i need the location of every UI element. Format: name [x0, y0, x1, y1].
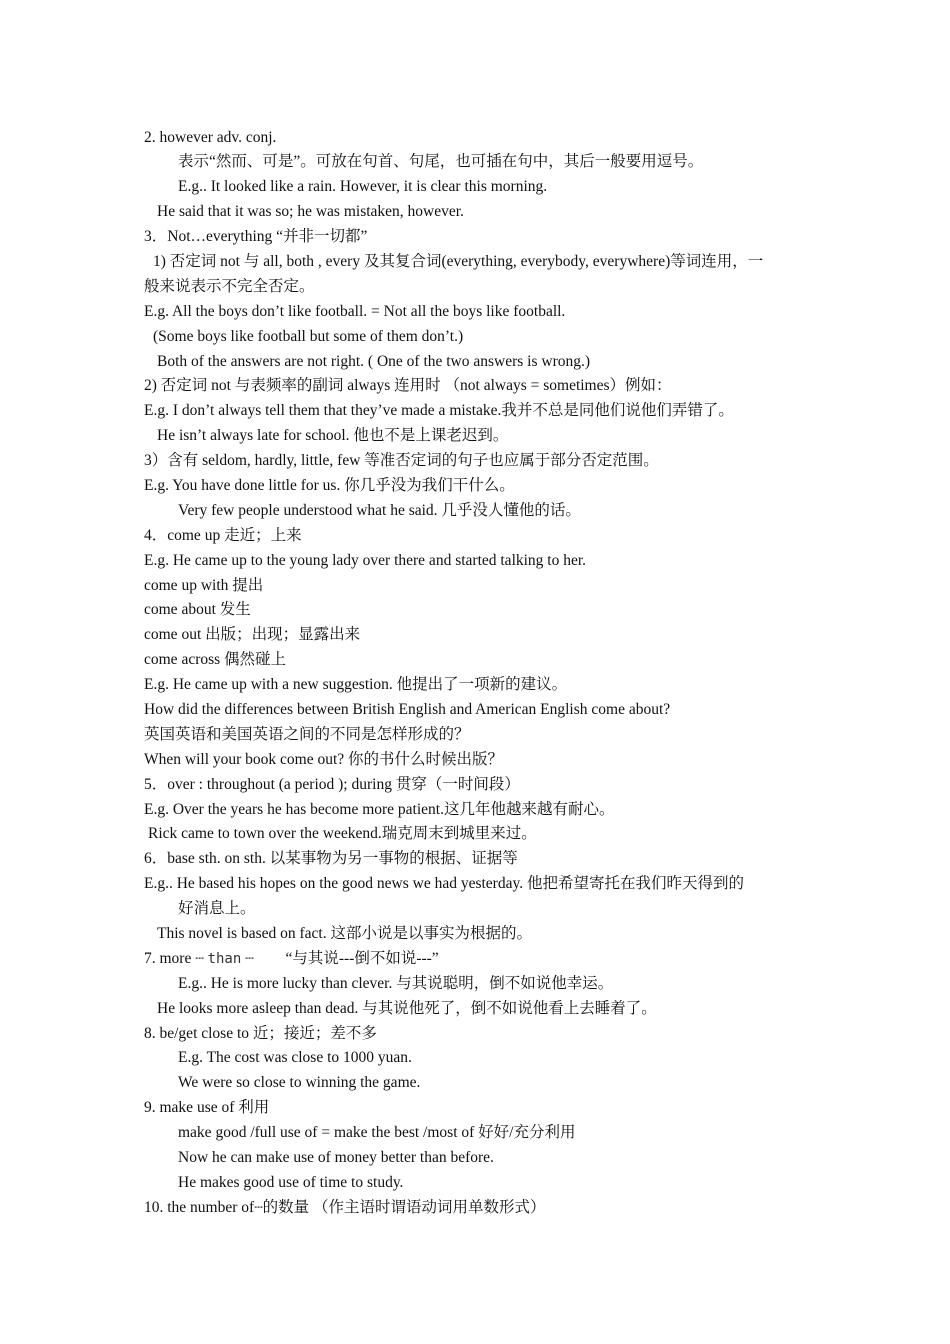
example-line: E.g. He came up to the young lady over there and started talking to her. [144, 552, 587, 569]
example-line: This novel is based on fact. 这部小说是以事实为根据的。 [157, 925, 532, 942]
example-line: Rick came to town over the weekend.瑞克周末到城里来过。 [148, 825, 537, 842]
heading-close-to: 8. be/get close to 近；接近；差不多 [144, 1025, 377, 1042]
example-line: He makes good use of time to study. [178, 1174, 404, 1191]
heading-meaning: 的数量 （作主语时谓语动词用单数形式） [262, 1199, 546, 1216]
text-line: 般来说表示不完全否定。 [144, 278, 315, 295]
example-line: E.g. He came up with a new suggestion. 他提出了一项新的建议。 [144, 676, 568, 693]
text-line: 表示“然而、可是”。可放在句首、句尾，也可插在句中，其后一般要用逗号。 [178, 153, 704, 170]
phrase-line: come about 发生 [144, 601, 251, 618]
heading-text: 7. more [144, 950, 192, 967]
example-line: He said that it was so; he was mistaken, however. [157, 203, 464, 220]
example-line: E.g.. He based his hopes on the good news we had yesterday. 他把希望寄托在我们昨天得到的 [144, 875, 744, 892]
text-line: 2) 否定词 not 与表频率的副词 always 连用时 （not always = sometimes）例如： [144, 377, 672, 394]
example-line: He isn’t always late for school. 他也不是上课老迟到。 [157, 427, 509, 444]
example-line: (Some boys like football but some of them don’t.) [153, 328, 464, 345]
example-line: Very few people understood what he said. 几乎没人懂他的话。 [178, 502, 581, 519]
text-line: 3）含有 seldom, hardly, little, few 等准否定词的句子也应属于部分否定范围。 [144, 452, 659, 469]
heading-not-everything: 3．Not…everything “并非一切都” [144, 228, 368, 245]
example-line: He looks more asleep than dead. 与其说他死了，倒不如说他看上去睡着了。 [157, 1000, 657, 1017]
heading-over: 5．over : throughout (a period ); during 贯穿（一时间段） [144, 776, 520, 793]
phrase-line: come out 出版；出现；显露出来 [144, 626, 361, 643]
heading-number-of [144, 1198, 546, 1218]
heading-more-than [144, 949, 439, 969]
heading-make-use-of: 9. make use of 利用 [144, 1099, 270, 1116]
example-line: E.g. You have done little for us. 你几乎没为我们干什么。 [144, 477, 515, 494]
heading-meaning: “与其说---倒不如说---” [285, 950, 439, 967]
example-line: E.g.. He is more lucky than clever. 与其说聪明，倒不如说他幸运。 [178, 975, 614, 992]
text-line: 1) 否定词 not 与 all, both , every 及其复合词(everything, everybody, everywhere)等词连用，一 [153, 253, 764, 270]
heading-base-on: 6．base sth. on sth. 以某事物为另一事物的根据、证据等 [144, 850, 518, 867]
example-line: 英国英语和美国英语之间的不同是怎样形成的？ [144, 726, 470, 743]
heading-however: 2. however adv. conj. [144, 129, 277, 146]
phrase-line: come up with 提出 [144, 577, 264, 594]
example-line: E.g. Over the years he has become more patient.这几年他越来越有耐心。 [144, 801, 615, 818]
example-line: E.g. The cost was close to 1000 yuan. [178, 1049, 412, 1066]
example-line: How did the differences between British English and American English come about? [144, 701, 671, 718]
example-line: E.g.. It looked like a rain. However, it is clear this morning. [178, 178, 548, 195]
example-line: 好消息上。 [178, 900, 256, 917]
example-line: When will your book come out? 你的书什么时候出版？ [144, 751, 504, 768]
dotted-leader: ┄ [254, 1200, 263, 1216]
dotted-leader: ┄ [195, 951, 204, 967]
example-line: We were so close to winning the game. [178, 1074, 421, 1091]
heading-text: 10. the number of [144, 1199, 255, 1216]
phrase-line: come across 偶然碰上 [144, 651, 287, 668]
example-line: Now he can make use of money better than before. [178, 1149, 494, 1166]
example-line: Both of the answers are not right. ( One of the two answers is wrong.) [157, 353, 591, 370]
example-line: E.g. All the boys don’t like football. = Not all the boys like football. [144, 303, 566, 320]
heading-come-up: 4．come up 走近；上来 [144, 527, 302, 544]
example-line: E.g. I don’t always tell them that they’ve made a mistake.我并不总是同他们说他们弄错了。 [144, 402, 734, 419]
dotted-leader: ┄ [245, 951, 254, 967]
heading-than: than [207, 951, 242, 967]
phrase-line: make good /full use of = make the best /most of 好好/充分利用 [178, 1124, 576, 1141]
